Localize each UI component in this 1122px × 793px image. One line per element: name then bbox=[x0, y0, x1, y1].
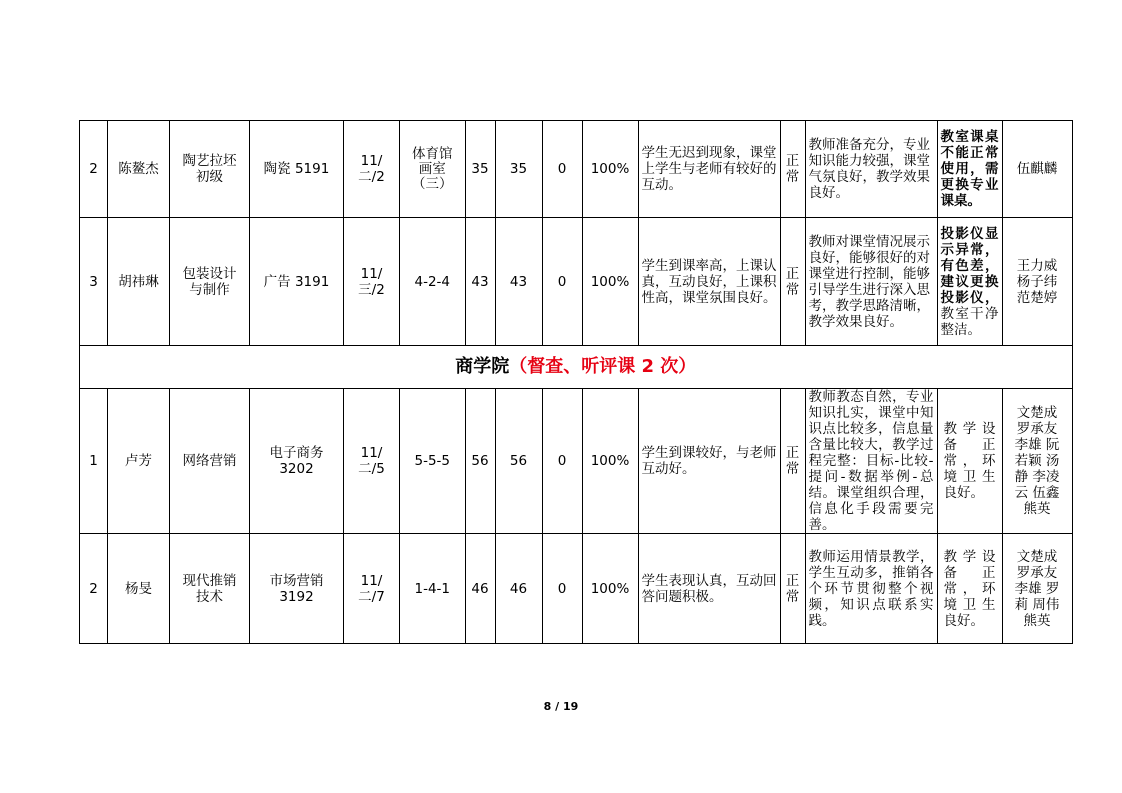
absent-count: 0 bbox=[542, 534, 582, 644]
attendance-rate: 100% bbox=[582, 121, 638, 218]
teaching-comment: 教师教态自然，专业知识扎实，课堂中知识点比较多，信息量含量比较大，教学过程完整：目标-比较-提问-数据举例-总结。课堂组织合理，信息化手段需要完善。 bbox=[805, 389, 937, 534]
row-number: 2 bbox=[80, 121, 108, 218]
expected-count: 35 bbox=[465, 121, 495, 218]
inspection-table bbox=[79, 120, 1073, 644]
section-title: 商学院 bbox=[455, 356, 510, 377]
lesson-date: 11/二/7 bbox=[344, 534, 400, 644]
section-header bbox=[80, 346, 1073, 389]
facility-comment: 教学设备正常，环境卫生良好。 bbox=[937, 534, 1002, 644]
absent-count: 0 bbox=[542, 218, 582, 346]
lesson-date: 11/二/5 bbox=[344, 389, 400, 534]
lesson-date: 11/三/2 bbox=[344, 218, 400, 346]
row-number: 1 bbox=[80, 389, 108, 534]
classroom: 1-4-1 bbox=[400, 534, 466, 644]
class-name: 电子商务3202 bbox=[250, 389, 344, 534]
class-name: 陶瓷 5191 bbox=[250, 121, 344, 218]
inspector-names: 王力威 杨子纬 范楚婷 bbox=[1002, 218, 1072, 346]
facility-comment: 教学设备正常，环境卫生良好。 bbox=[937, 389, 1002, 534]
course-name: 陶艺拉坯初级 bbox=[170, 121, 250, 218]
course-name: 网络营销 bbox=[170, 389, 250, 534]
status: 正常 bbox=[780, 534, 805, 644]
attendance-rate: 100% bbox=[582, 218, 638, 346]
teacher-name: 卢芳 bbox=[108, 389, 170, 534]
classroom: 体育馆画室（三） bbox=[400, 121, 466, 218]
row-number: 2 bbox=[80, 534, 108, 644]
student-comment: 学生表现认真，互动回答问题积极。 bbox=[638, 534, 780, 644]
facility-issue: 投影仪显示异常，有色差，建议更换投影仪， bbox=[940, 225, 999, 306]
actual-count: 46 bbox=[495, 534, 542, 644]
expected-count: 43 bbox=[465, 218, 495, 346]
student-comment: 学生到课较好，与老师互动好。 bbox=[638, 389, 780, 534]
inspector-names: 文楚成 罗承友 李雄 阮若颖 汤静 李凌云 伍鑫 熊英 bbox=[1002, 389, 1072, 534]
page-number: 8 / 19 bbox=[543, 700, 579, 713]
teacher-name: 陈鳌杰 bbox=[108, 121, 170, 218]
actual-count: 35 bbox=[495, 121, 542, 218]
table-row bbox=[80, 389, 1073, 534]
attendance-rate: 100% bbox=[582, 534, 638, 644]
inspector-names: 文楚成 罗承友 李雄 罗莉 周伟 熊英 bbox=[1002, 534, 1072, 644]
class-name: 广告 3191 bbox=[250, 218, 344, 346]
teaching-comment: 教师准备充分，专业知识能力较强，课堂气氛良好，教学效果良好。 bbox=[805, 121, 937, 218]
row-number: 3 bbox=[80, 218, 108, 346]
status: 正常 bbox=[780, 121, 805, 218]
facility-note: 教室干净整洁。 bbox=[940, 305, 999, 338]
expected-count: 46 bbox=[465, 534, 495, 644]
inspector-names: 伍麒麟 bbox=[1002, 121, 1072, 218]
actual-count: 43 bbox=[495, 218, 542, 346]
status: 正常 bbox=[780, 389, 805, 534]
course-name: 包装设计与制作 bbox=[170, 218, 250, 346]
table-row bbox=[80, 218, 1073, 346]
facility-comment: 教室课桌不能正常使用，需更换专业课桌。 bbox=[937, 121, 1002, 218]
student-comment: 学生无迟到现象，课堂上学生与老师有较好的互动。 bbox=[638, 121, 780, 218]
teaching-comment: 教师运用情景教学，学生互动多，推销各个环节贯彻整个视频，知识点联系实践。 bbox=[805, 534, 937, 644]
section-note: （督查、听评课 2 次） bbox=[509, 356, 697, 377]
classroom: 4-2-4 bbox=[400, 218, 466, 346]
class-name: 市场营销3192 bbox=[250, 534, 344, 644]
classroom: 5-5-5 bbox=[400, 389, 466, 534]
facility-comment bbox=[937, 218, 1002, 346]
course-name: 现代推销技术 bbox=[170, 534, 250, 644]
student-comment: 学生到课率高，上课认真，互动良好，上课积性高，课堂氛围良好。 bbox=[638, 218, 780, 346]
section-header-row bbox=[80, 346, 1073, 389]
absent-count: 0 bbox=[542, 389, 582, 534]
actual-count: 56 bbox=[495, 389, 542, 534]
lesson-date: 11/二/2 bbox=[344, 121, 400, 218]
teacher-name: 杨旻 bbox=[108, 534, 170, 644]
teacher-name: 胡祎琳 bbox=[108, 218, 170, 346]
status: 正常 bbox=[780, 218, 805, 346]
table-row bbox=[80, 121, 1073, 218]
attendance-rate: 100% bbox=[582, 389, 638, 534]
expected-count: 56 bbox=[465, 389, 495, 534]
table-row bbox=[80, 534, 1073, 644]
teaching-comment: 教师对课堂情况展示良好，能够很好的对课堂进行控制，能够引导学生进行深入思考，教学思路清晰，教学效果良好。 bbox=[805, 218, 937, 346]
absent-count: 0 bbox=[542, 121, 582, 218]
